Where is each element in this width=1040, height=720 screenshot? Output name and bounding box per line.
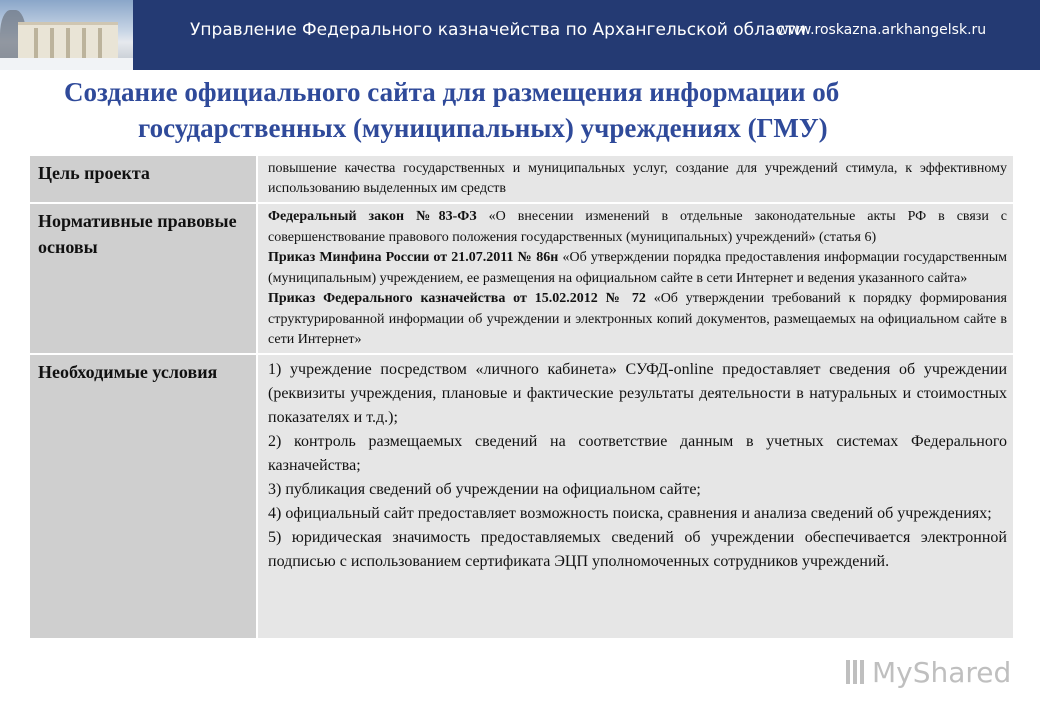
legal-item bbox=[268, 248, 1007, 289]
watermark-text: MyShared bbox=[872, 656, 1012, 689]
page-title-line-1: Создание официального сайта для размещения информации об bbox=[64, 77, 840, 107]
info-table bbox=[30, 154, 1013, 638]
table-row-legal-basis bbox=[30, 203, 1013, 354]
condition-item: 5) юридическая значимость предоставляемых сведений об учреждении обеспечивается электронной подписью с использованием сертификата ЭЦП уполномоченных сотрудников учреждений. bbox=[268, 528, 1007, 570]
legal-item-title: Приказ Федерального казначейства от 15.02.2012 № 72 bbox=[268, 291, 646, 306]
legal-item-text: «Об утверждении порядка предоставления информации государственным (муниципальным) учреждением, ее размещения на официальном сайте в сети Интернет и ведения указанного сайта» bbox=[268, 250, 1007, 286]
header-title: Управление Федерального казначейства по Архангельской области bbox=[190, 20, 806, 40]
header-banner bbox=[0, 0, 1040, 70]
watermark bbox=[846, 656, 1011, 689]
header-url[interactable]: www.roskazna.arkhangelsk.ru bbox=[777, 22, 987, 38]
legal-item bbox=[268, 289, 1007, 351]
table-row-goal bbox=[30, 155, 1013, 203]
condition-item: 4) официальный сайт предоставляет возможность поиска, сравнения и анализа сведений об учреждениях; bbox=[268, 504, 992, 522]
row-value-legal-basis bbox=[257, 203, 1013, 354]
page-title bbox=[40, 74, 1020, 146]
building-photo bbox=[0, 0, 133, 70]
row-label-goal: Цель проекта bbox=[30, 155, 257, 203]
row-value-goal: повышение качества государственных и муниципальных услуг, создание для учреждений стимула, к эффективному использованию выделенных им средств bbox=[257, 155, 1013, 203]
table-row-conditions bbox=[30, 354, 1013, 638]
condition-item: 1) учреждение посредством «личного кабинета» СУФД-online предоставляет сведения об учреждении (реквизиты учреждения, плановые и фактические результаты деятельности в натуральных и стоимостных показателях и т.д.); bbox=[268, 360, 1007, 426]
legal-item-title: Приказ Минфина России от 21.07.2011 № 86н bbox=[268, 250, 559, 265]
bar-chart-icon bbox=[846, 660, 866, 684]
legal-item-title: Федеральный закон №83-ФЗ bbox=[268, 209, 477, 224]
row-value-conditions bbox=[257, 354, 1013, 638]
legal-item-text: «Об утверждении требований к порядку формирования структурированной информации об учреждении и электронных копий документов, размещаемых на официальном сайте в сети Интернет» bbox=[268, 291, 1007, 347]
legal-item bbox=[268, 207, 1007, 248]
legal-item-text: «О внесении изменений в отдельные законодательные акты РФ в связи с совершенствование правового положения государственных (муниципальных) учреждений» (статья 6) bbox=[268, 209, 1007, 245]
condition-item: 2) контроль размещаемых сведений на соответствие данным в учетных системах Федерального казначейства; bbox=[268, 432, 1007, 474]
row-label-conditions: Необходимые условия bbox=[30, 354, 257, 638]
condition-item: 3) публикация сведений об учреждении на официальном сайте; bbox=[268, 480, 701, 498]
page-title-line-2: государственных (муниципальных) учреждениях (ГМУ) bbox=[138, 113, 828, 143]
row-label-legal-basis: Нормативные правовые основы bbox=[30, 203, 257, 354]
